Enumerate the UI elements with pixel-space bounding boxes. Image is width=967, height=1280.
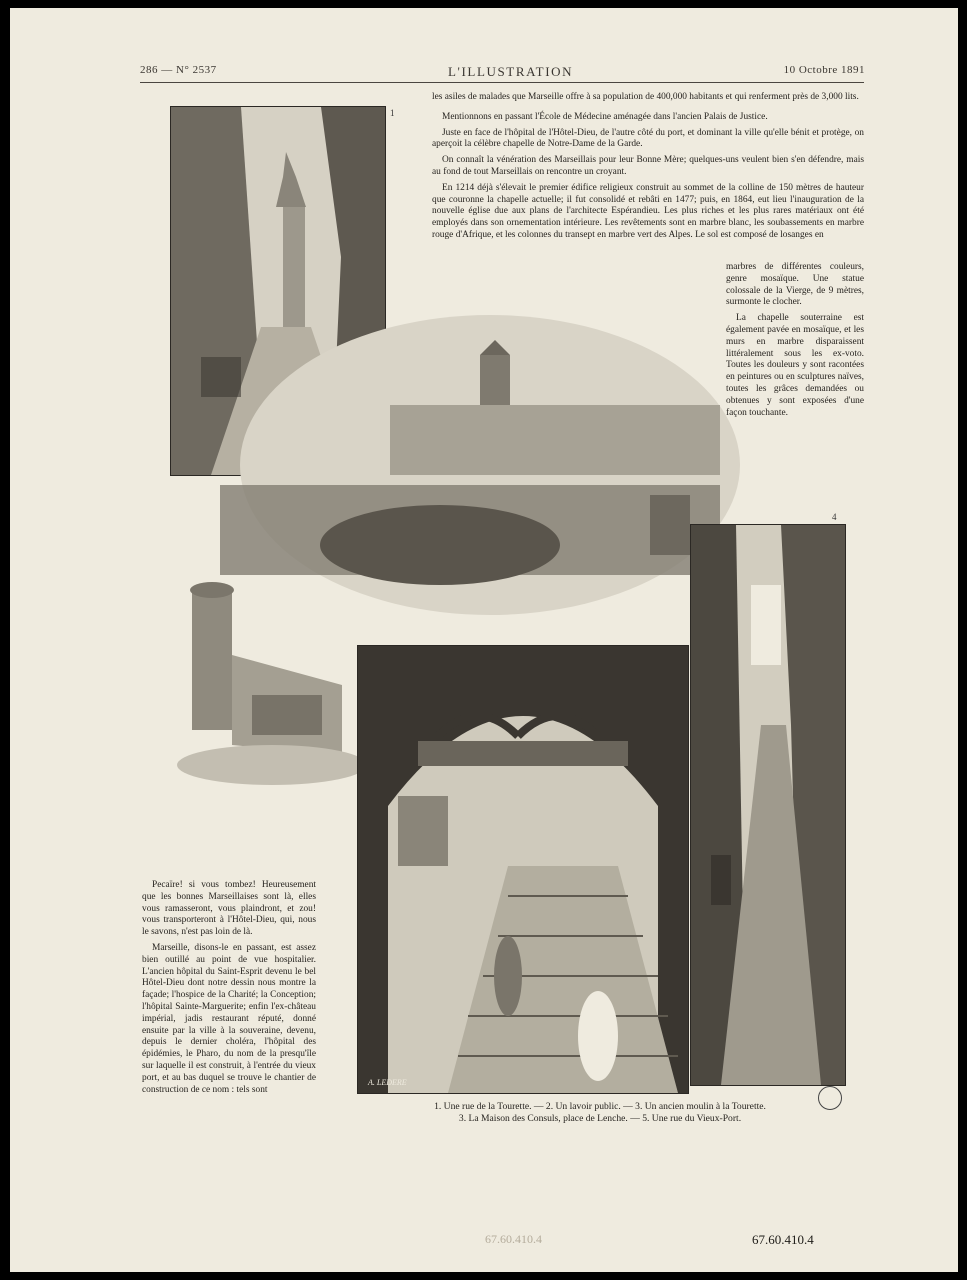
caption-line: 3. La Maison des Consuls, place de Lenche. — 5. Une rue du Vieux-Port. [458,1113,742,1124]
left-column-text [142,880,316,1100]
handwritten-inventory-number: 67.60.410.4 [752,1232,814,1247]
artist-signature: A. LEDERE [368,1078,407,1087]
paragraph: Mentionnons en passant l'École de Médecine aménagée dans l'ancien Palais de Justice. [442,111,768,122]
header-rule [140,82,864,83]
top-text-block [432,92,864,246]
header-page-number: 286 — N° 2537 [140,64,217,76]
right-column-text [726,262,864,423]
library-stamp [818,1086,842,1110]
paragraph: On connaît la vénération des Marseillais pour leur Bonne Mère; quelques-uns veulent bien s'en défendre, mais au fond de tout Marseillais on rencontre un croyant. [432,155,864,177]
header-date: 10 Octobre 1891 [783,64,865,76]
paragraph: les asiles de malades que Marseille offre à sa population de 400,000 habitants et qui renferment près de 3,000 lits. [432,92,859,102]
figure-maison-des-consuls [357,645,689,1094]
paragraph: Juste en face de l'hôpital de l'Hôtel-Dieu, de l'autre côté du port, et dominant la ville qu'elle bénit et protège, on aperçoit la célèbre chapelle de Notre-Dame de la Garde. [432,127,864,150]
figure-lavoir-public [200,315,745,615]
paragraph: Pecaïre! si vous tombez! Heureusement que les bonnes Marseillaises sont là, elles vous ramasseront, vous plaindront, et zou! vous transporteront à l'Hôtel-Dieu, qui, nous le savons, n'est pas loin de là. [142,880,316,938]
caption-line: 1. Une rue de la Tourette. — 2. Un lavoir public. — 3. Un ancien moulin à la Tourette. [434,1101,766,1112]
paragraph: marbres de différentes couleurs, genre mosaïque. Une statue colossale de la Vierge, de 9 mètres, surmonte le clocher. [726,262,864,308]
figure-number: 4 [832,512,837,522]
figure-ancien-moulin [162,575,367,790]
figure-rue-du-vieux-port [690,524,846,1086]
figure-number: 1 [390,108,395,118]
paragraph: La chapelle souterraine est également pavée en mosaïque, et les murs en marbre disparaissent littéralement sous les ex-voto. Toutes les douleurs y sont racontées en peintures ou en sculptures naïves, toutes les grâces demandées ou obtenues y sont exposées d'une façon touchante. [726,313,864,418]
paragraph: En 1214 déjà s'élevait le premier édifice religieux construit au sommet de la colline de 150 mètres de hauteur que couronne la chapelle actuelle; il fut consolidé et rebâti en 1477; puis, en 1864, eut lieu l'inauguration de la nouvelle église due aux plans de l'architecte Espérandieu. Les plus riches et les plus rares matériaux ont été employés dans son ornementation intérieure. Les revêtements sont en marbre blanc, les soubassements en marbre rouge d'Afrique, et les colonnes du transept en marbre vert des Alpes. Le sol est composé de losanges en [432,182,864,240]
figure-caption [340,1101,860,1125]
header-title: L'ILLUSTRATION [448,64,574,79]
handwritten-inventory-number: 67.60.410.4 [485,1232,542,1246]
paragraph: Marseille, disons-le en passant, est assez bien outillé au point de vue hospitalier. L'ancien hôpital du Saint-Esprit devenu le bel Hôtel-Dieu dont notre dessin nous montre la façade; l'hospice de la Charité; la Conception; l'hôpital Sainte-Marguerite; enfin l'ex-château impérial, jadis restaurant réputé, donné ensuite par la ville à la souveraine, devenu, depuis le dernier choléra, l'hôpital des épidémies, le Pharo, du nom de la presqu'île sur laquelle il est construit, à l'entrée du vieux port, et au bas duquel se trouve le chantier de construction de ce nom : tels sont [142,942,316,1095]
